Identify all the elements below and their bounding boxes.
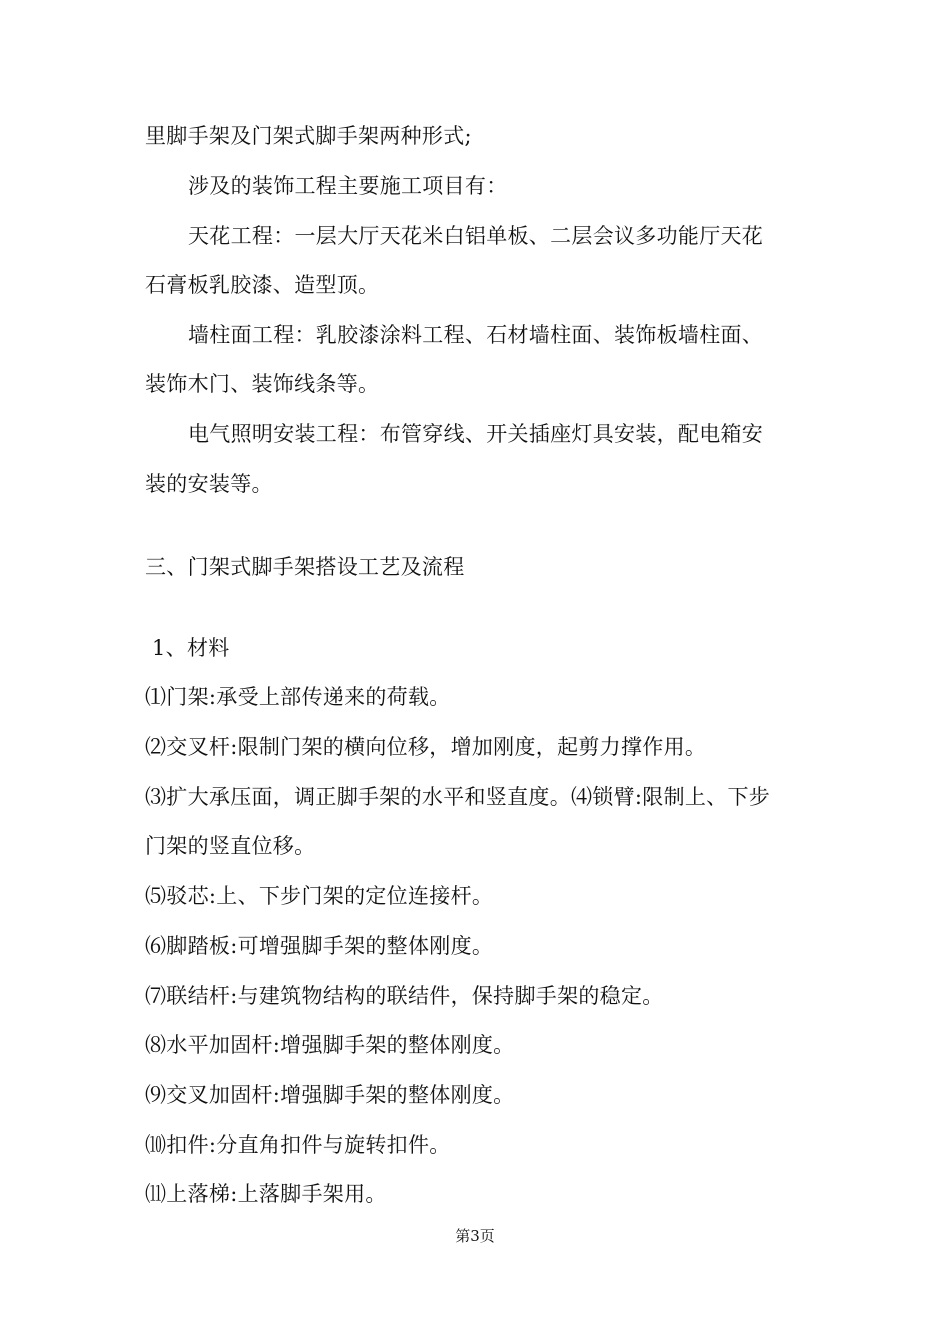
list-item: ⑹脚踏板:可增强脚手架的整体刚度。 xyxy=(145,934,494,958)
list-item: ⑺联结杆:与建筑物结构的联结件，保持脚手架的稳定。 xyxy=(145,984,664,1008)
list-item: ⑴门架:承受上部传递来的荷载。 xyxy=(145,685,451,709)
paragraph-line: 里脚手架及门架式脚手架两种形式; xyxy=(145,124,472,148)
paragraph-line: 墙柱面工程：乳胶漆涂料工程、石材墙柱面、装饰板墙柱面、 xyxy=(188,323,764,347)
section-title: 三、门架式脚手架搭设工艺及流程 xyxy=(145,555,465,579)
page-number: 第3页 xyxy=(455,1227,495,1245)
list-item: ⑸驳芯:上、下步门架的定位连接杆。 xyxy=(145,884,494,908)
paragraph-line: 装的安装等。 xyxy=(145,472,273,496)
list-item: 门架的竖直位移。 xyxy=(145,834,316,858)
paragraph-line: 电气照明安装工程：布管穿线、开关插座灯具安装，配电箱安 xyxy=(188,422,764,446)
paragraph-line: 涉及的装饰工程主要施工项目有： xyxy=(188,174,508,198)
subsection-title: 1、材料 xyxy=(152,636,230,660)
paragraph-line: 天花工程：一层大厅天花米白铝单板、二层会议多功能厅天花 xyxy=(188,224,764,248)
paragraph-line: 石膏板乳胶漆、造型顶。 xyxy=(145,273,380,297)
list-item: ⑶扩大承压面，调正脚手架的水平和竖直度。⑷锁臂:限制上、下步 xyxy=(145,785,771,809)
list-item: ⑵交叉杆:限制门架的横向位移，增加刚度，起剪力撑作用。 xyxy=(145,735,707,759)
list-item: ⑼交叉加固杆:增强脚手架的整体刚度。 xyxy=(145,1083,515,1107)
list-item: ⑽扣件:分直角扣件与旋转扣件。 xyxy=(145,1133,451,1157)
list-item: ⑻水平加固杆:增强脚手架的整体刚度。 xyxy=(145,1033,515,1057)
paragraph-line: 装饰木门、装饰线条等。 xyxy=(145,372,380,396)
list-item: ⑾上落梯:上落脚手架用。 xyxy=(145,1182,387,1206)
